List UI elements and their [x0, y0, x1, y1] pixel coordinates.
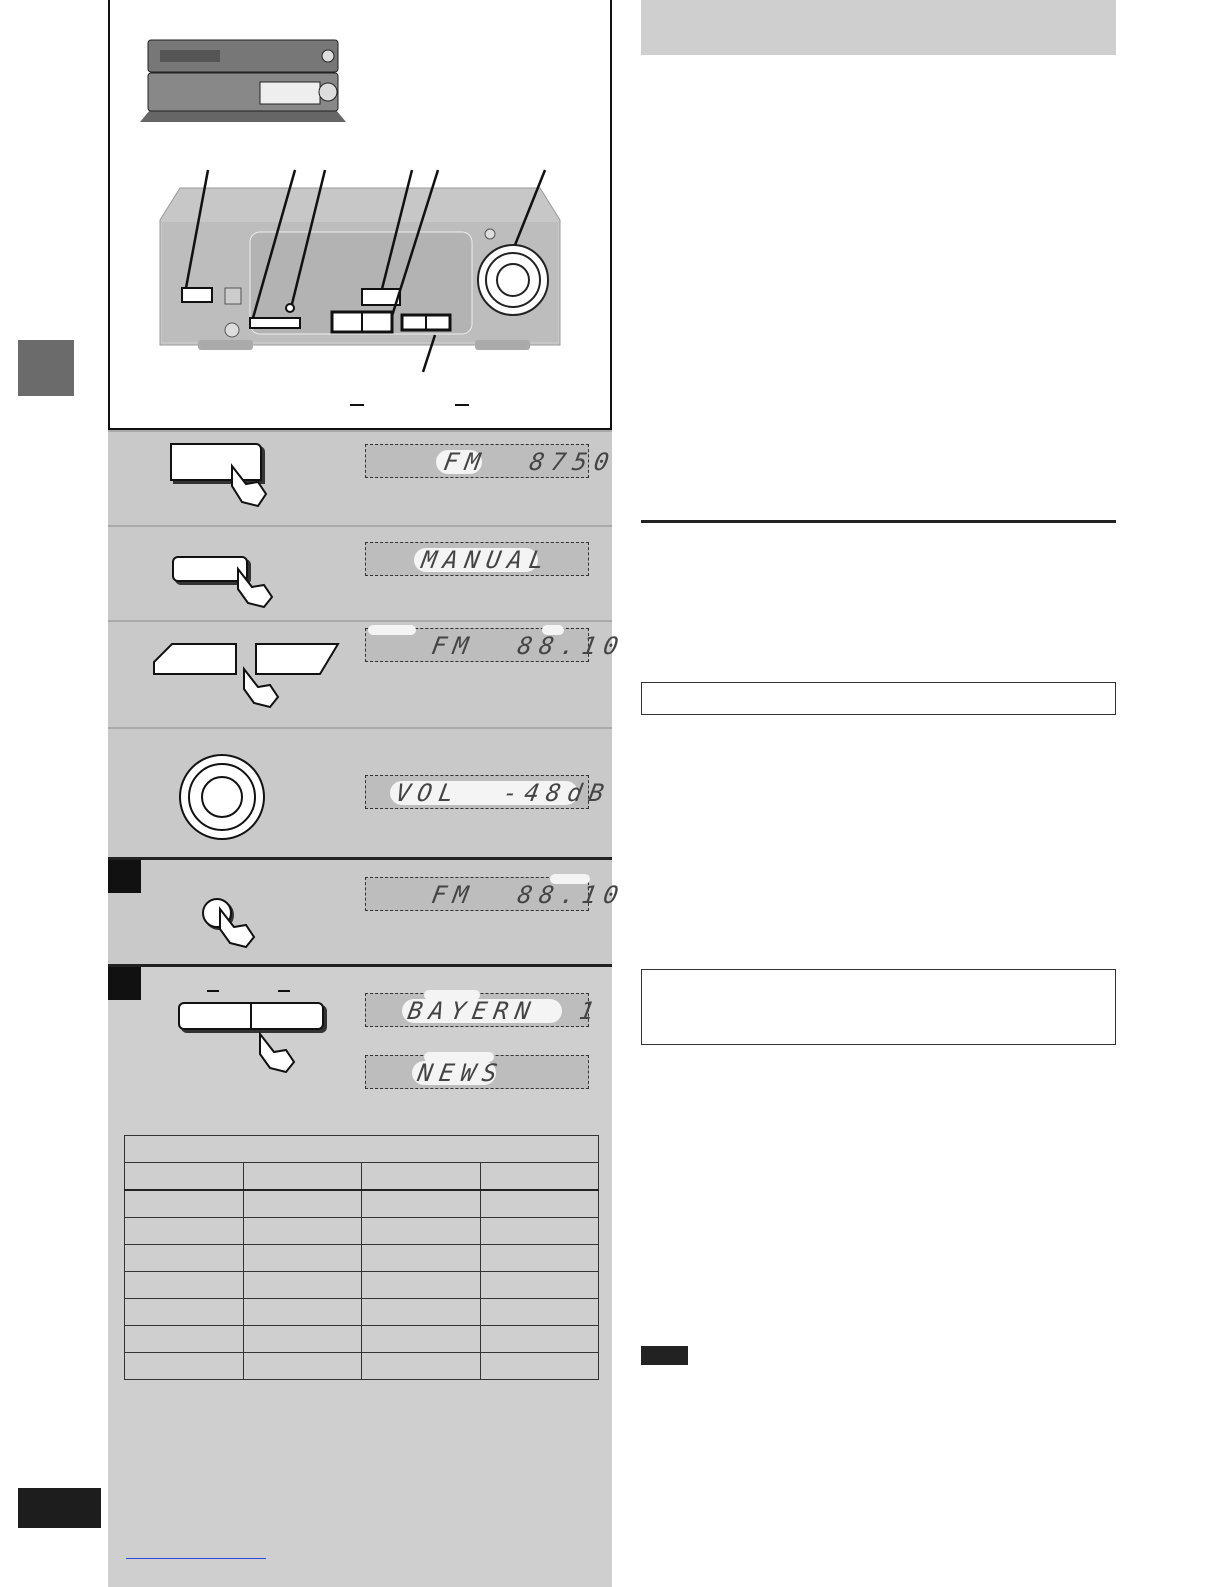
display-readout: FM 88.10 [429, 881, 628, 909]
step-number-badge [108, 967, 141, 1000]
table-cell [362, 1326, 481, 1353]
table-cell [125, 1190, 244, 1218]
table-cell [243, 1299, 362, 1326]
table-cell [362, 1163, 481, 1191]
section-divider [641, 520, 1116, 523]
table-row [125, 1245, 599, 1272]
table-cell [243, 1218, 362, 1245]
table-cell [480, 1272, 599, 1299]
table-cell [125, 1353, 244, 1380]
table-cell [362, 1299, 481, 1326]
table-cell [243, 1190, 362, 1218]
table-cell [362, 1190, 481, 1218]
table-cell [125, 1245, 244, 1272]
table-cell [480, 1190, 599, 1218]
table-cell [362, 1218, 481, 1245]
table-cell [480, 1245, 599, 1272]
volume-knob[interactable] [176, 752, 268, 842]
section-tab [18, 340, 74, 396]
table-cell [480, 1326, 599, 1353]
dash-mark [207, 990, 219, 992]
table-row [125, 1326, 599, 1353]
table-cell [243, 1272, 362, 1299]
pressing-hand-icon [250, 1030, 300, 1075]
table-cell [125, 1163, 244, 1191]
system-thumbnail [140, 40, 346, 122]
table-row [125, 1272, 599, 1299]
table-cell [125, 1299, 244, 1326]
display-readout: MANUAL [419, 546, 554, 574]
table-cell [362, 1353, 481, 1380]
lcd-display [365, 993, 604, 1027]
table-cell [243, 1245, 362, 1272]
pressing-hand-icon [228, 565, 278, 610]
display-mode-buttons[interactable] [178, 1002, 324, 1030]
table-cell [243, 1353, 362, 1380]
lcd-display [365, 542, 589, 576]
unit-illustration [108, 0, 612, 430]
note-label-badge [641, 1346, 688, 1365]
display-readout: FM 88.10 [429, 632, 628, 660]
pressing-hand-icon [222, 462, 272, 510]
table-cell [362, 1245, 481, 1272]
table-cell [480, 1353, 599, 1380]
table-cell [480, 1218, 599, 1245]
info-box [641, 969, 1116, 1045]
table-cell [125, 1272, 244, 1299]
pressing-hand-icon [234, 665, 284, 710]
hyperlink-underline[interactable] [126, 1558, 266, 1559]
page-number-tab [18, 1488, 101, 1528]
program-type-table [124, 1135, 599, 1380]
lcd-display [365, 775, 613, 809]
pressing-hand-icon [210, 905, 260, 950]
table-row [125, 1299, 599, 1326]
table-title [125, 1136, 599, 1163]
receiver-front-panel [160, 188, 560, 350]
table-cell [243, 1326, 362, 1353]
step-number-badge [108, 860, 141, 893]
table-row [125, 1353, 599, 1380]
table-cell [125, 1218, 244, 1245]
dash-mark [278, 990, 290, 992]
step-panel [108, 857, 612, 967]
table-row [125, 1190, 599, 1218]
display-readout: VOL -48dB [393, 779, 613, 807]
table-cell [480, 1299, 599, 1326]
table-cell [125, 1326, 244, 1353]
lcd-display [365, 877, 628, 911]
stereo-illustration [110, 0, 610, 428]
info-box [641, 682, 1116, 715]
lcd-display [365, 628, 628, 662]
display-readout: FM 8750 [441, 448, 619, 476]
table-cell [362, 1272, 481, 1299]
lcd-display [365, 444, 619, 478]
table-cell [480, 1163, 599, 1191]
lcd-display [365, 1055, 589, 1089]
table-row [125, 1218, 599, 1245]
section-banner [641, 0, 1116, 55]
table-cell [243, 1163, 362, 1191]
display-readout: NEWS [415, 1059, 507, 1087]
display-readout: BAYERN 1 [405, 997, 604, 1025]
